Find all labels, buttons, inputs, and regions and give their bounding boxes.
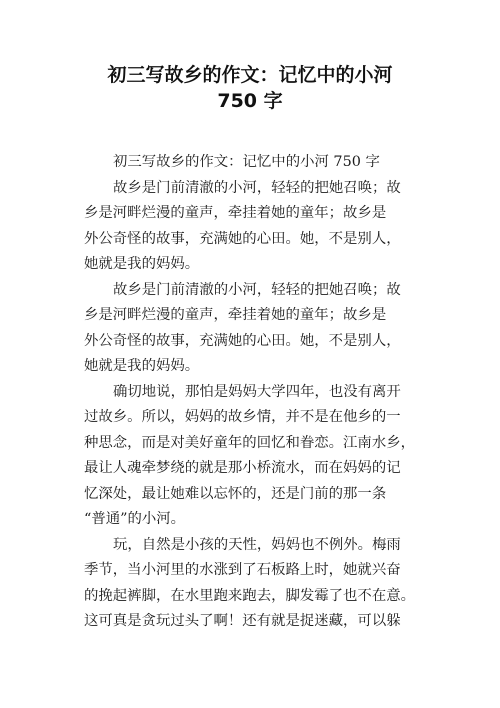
text-line: 最让人魂牵梦绕的就是那小桥流水，而在妈妈的记 — [84, 460, 401, 476]
text-line: 乡是河畔烂漫的童声，牵挂着她的童年；故乡是 — [84, 205, 387, 221]
text-line: 故乡是门前清澈的小河，轻轻的把她召唤；故 — [113, 179, 401, 196]
text-line: 确切地说，那怕是妈妈大学四年，也没有离开 — [113, 383, 401, 400]
text-line: 外公奇怪的故事，充满她的心田。她，不是别人， — [84, 230, 401, 247]
text-line: 她就是我的妈妈。 — [84, 358, 200, 374]
text-line: 故乡是门前清澈的小河，轻轻的把她召唤；故 — [113, 281, 401, 298]
text-line: 她就是我的妈妈。 — [84, 256, 200, 272]
text-line: 季节，当小河里的水涨到了石板路上时，她就兴奋 — [84, 562, 401, 578]
text-line: 这可真是贪玩过头了啊！还有就是捉迷藏，可以躲 — [84, 613, 401, 629]
article-body — [84, 150, 424, 635]
text-line: 过故乡。所以，妈妈的故乡情，并不是在他乡的一 — [84, 409, 401, 425]
text-line: 种思念，而是对美好童年的回忆和眷恋。江南水乡， — [84, 434, 415, 451]
text-line: 外公奇怪的故事，充满她的心田。她，不是别人， — [84, 332, 401, 349]
document-title — [60, 60, 440, 111]
text-line: 玩，自然是小孩的天性，妈妈也不例外。梅雨 — [113, 536, 401, 553]
title-line-1: 初三写故乡的作文：记忆中的小河 — [107, 64, 393, 86]
title-line-2: 750 字 — [217, 89, 283, 111]
text-line: 的挽起裤脚，在水里跑来跑去，脚发霉了也不在意。 — [84, 587, 415, 604]
text-line: 乡是河畔烂漫的童声，牵挂着她的童年；故乡是 — [84, 307, 387, 323]
text-line: “普通”的小河。 — [84, 511, 186, 527]
subtitle-line: 初三写故乡的作文：记忆中的小河 750 字 — [113, 154, 380, 170]
text-line: 忆深处，最让她难以忘怀的，还是门前的那一条 — [84, 485, 387, 502]
